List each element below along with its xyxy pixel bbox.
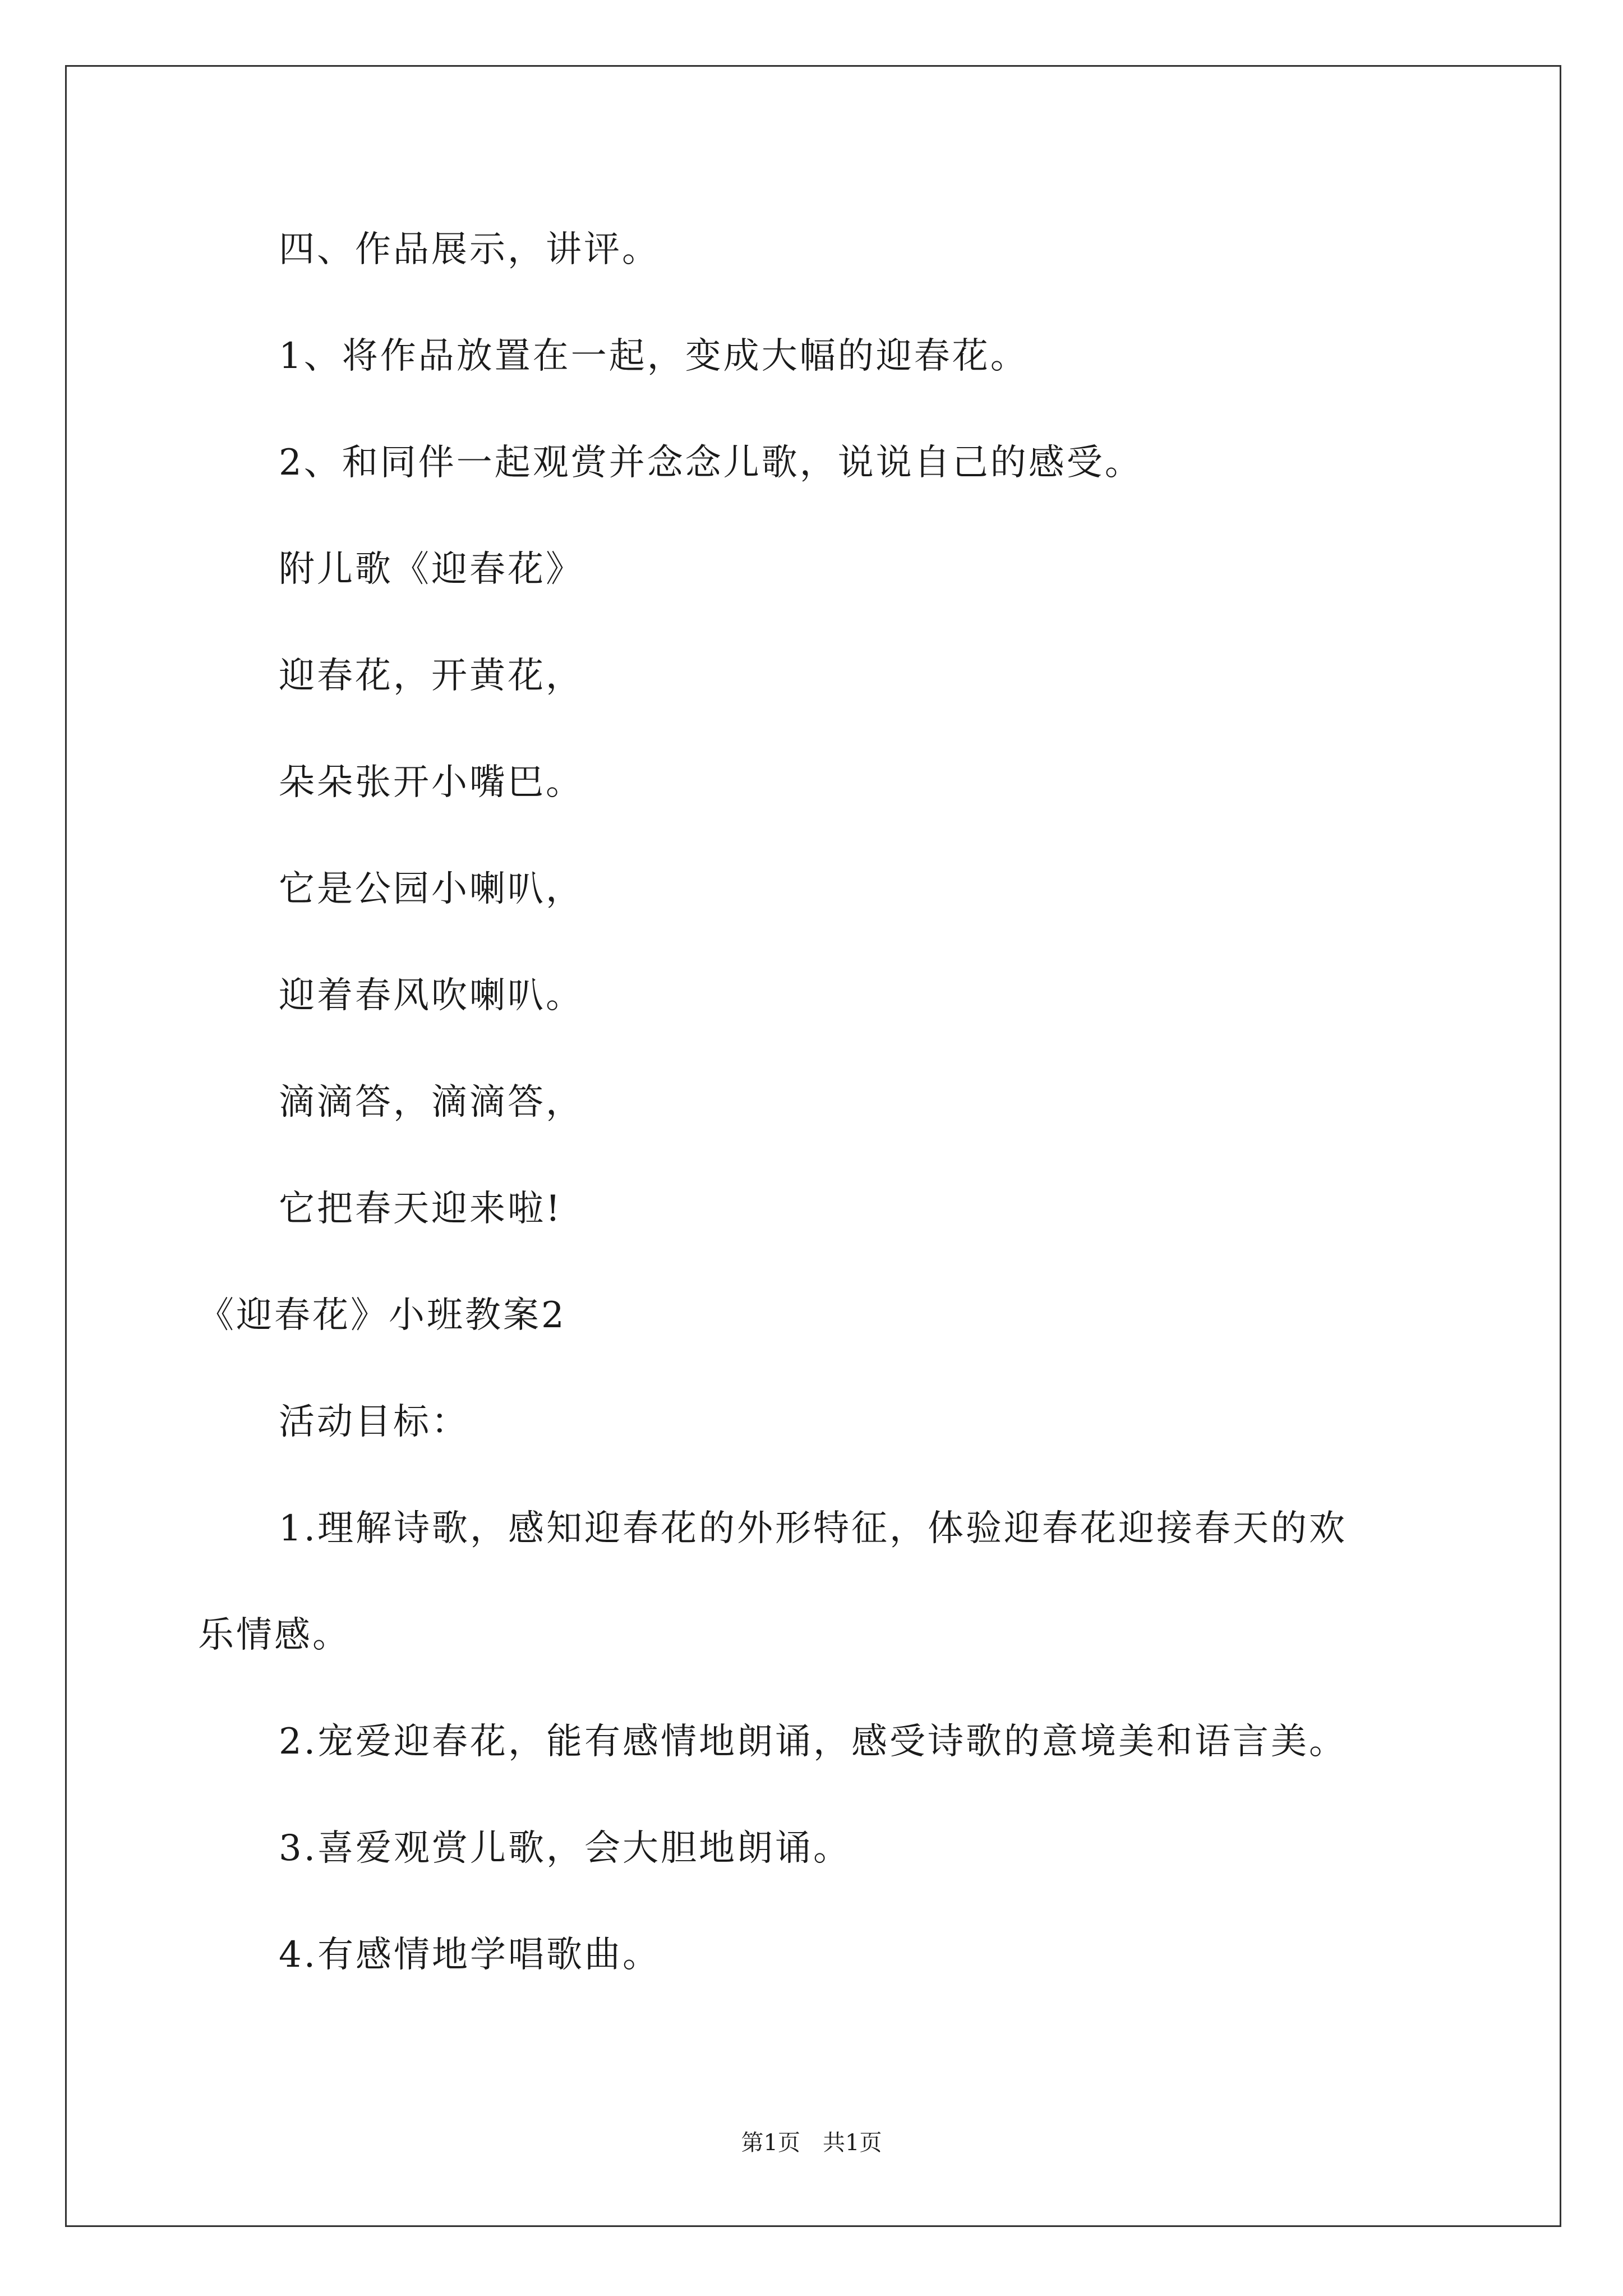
paragraph-step-1: 1、将作品放置在一起，变成大幅的迎春花。 [279, 335, 1029, 377]
rhyme-line-1: 迎春花，开黄花， [279, 655, 584, 697]
rhyme-line-2: 朵朵张开小嘴巴。 [279, 762, 584, 803]
objective-1-line-2: 乐情感。 [198, 1614, 351, 1656]
rhyme-title: 附儿歌《迎春花》 [279, 549, 584, 590]
section-heading-showcase: 四、作品展示，讲评。 [279, 229, 660, 270]
objective-3: 3.喜爱观赏儿歌，会大胆地朗诵。 [279, 1828, 852, 1869]
page-footer: 第1页 共1页 [741, 2130, 882, 2156]
lesson-plan-title: 《迎春花》小班教案2 [198, 1295, 566, 1336]
objective-2: 2.宠爱迎春花，能有感情地朗诵，感受诗歌的意境美和语言美。 [279, 1721, 1348, 1763]
objectives-heading: 活动目标： [279, 1401, 469, 1443]
paragraph-step-2: 2、和同伴一起观赏并念念儿歌，说说自己的感受。 [279, 442, 1143, 484]
objective-4: 4.有感情地学唱歌曲。 [279, 1934, 661, 1976]
page-border [65, 65, 1561, 2227]
rhyme-line-5: 滴滴答，滴滴答， [279, 1082, 584, 1123]
objective-1-line-1: 1.理解诗歌，感知迎春花的外形特征，体验迎春花迎接春天的欢 [279, 1508, 1348, 1549]
rhyme-line-3: 它是公园小喇叭， [279, 868, 584, 910]
rhyme-line-4: 迎着春风吹喇叭。 [279, 975, 584, 1016]
rhyme-line-6: 它把春天迎来啦! [279, 1188, 562, 1230]
